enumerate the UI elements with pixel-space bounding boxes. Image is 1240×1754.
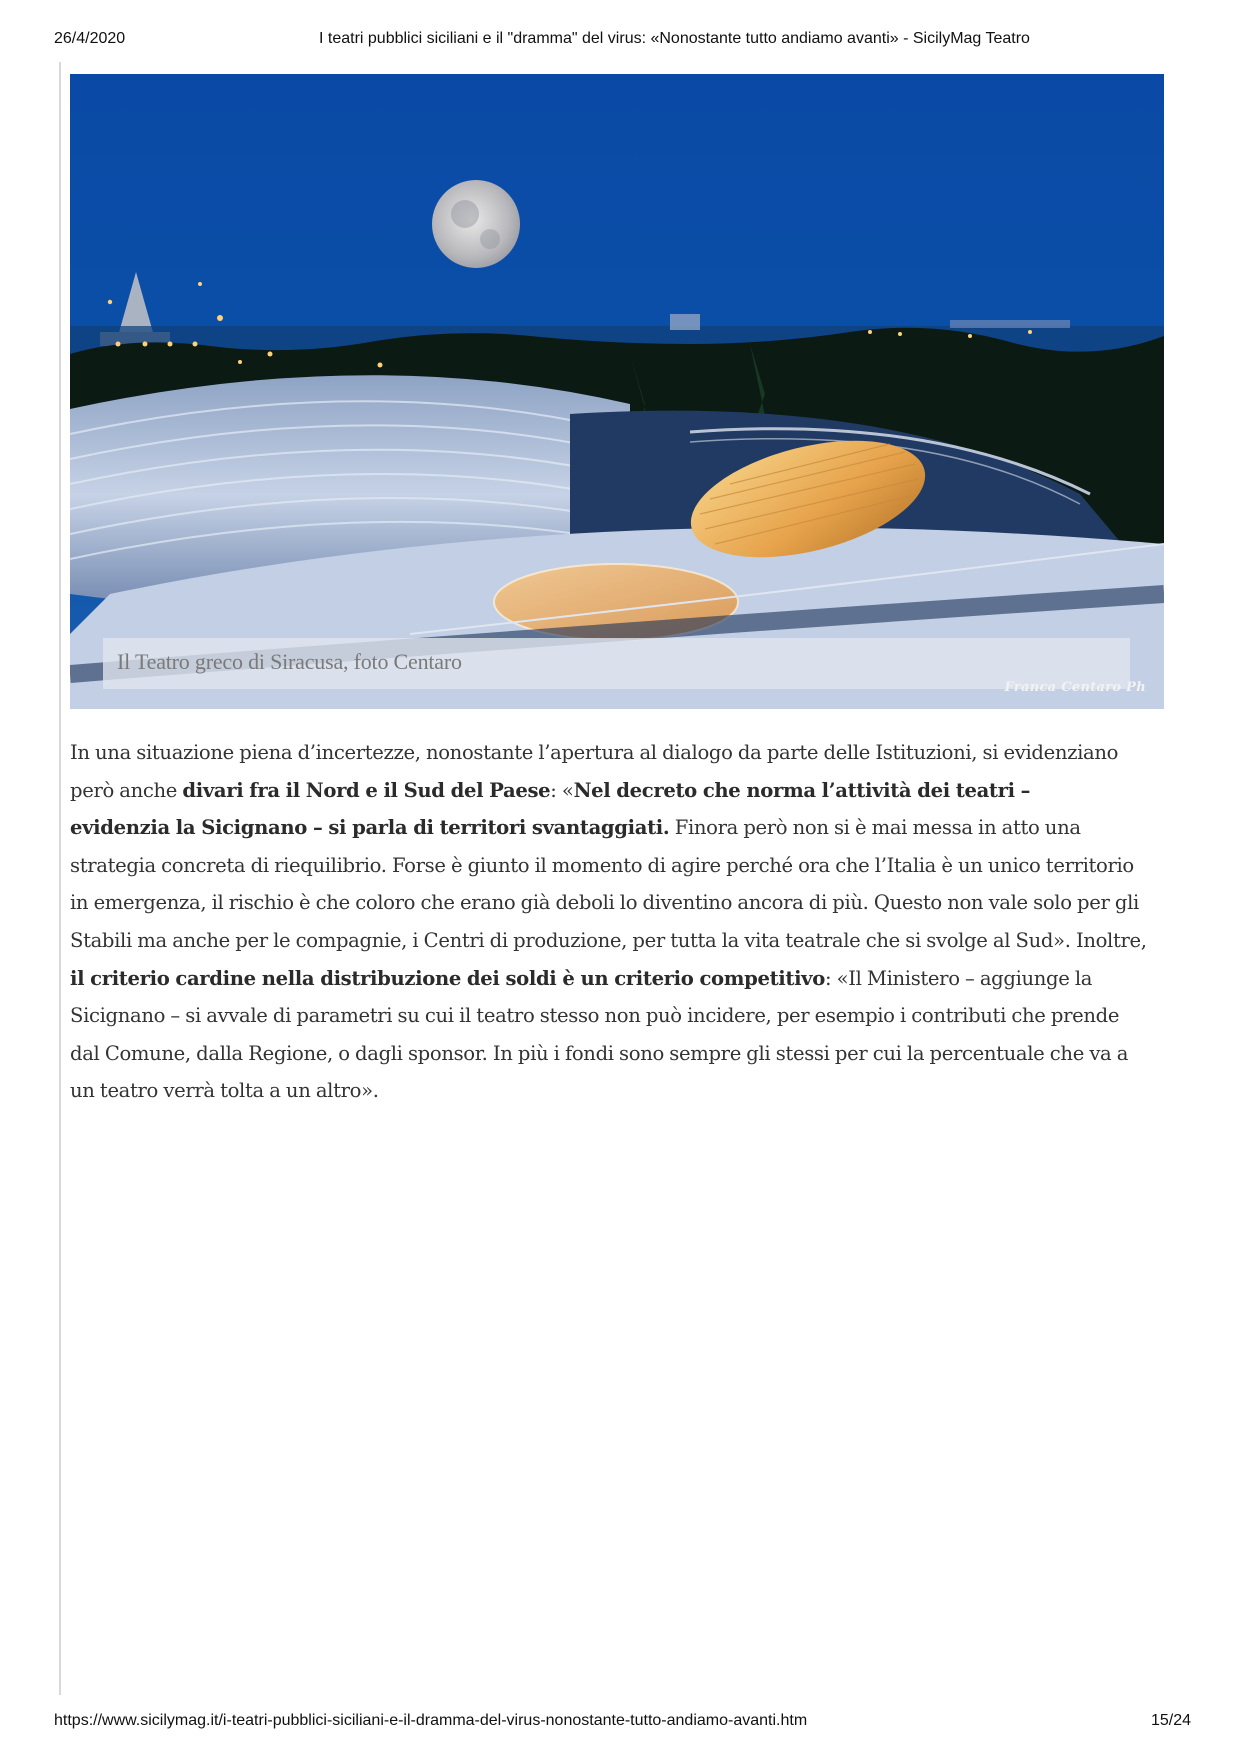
paragraph-line bbox=[70, 1035, 1170, 1073]
text-run: In una situazione piena d’incertezze, nonostante l’apertura al dialogo da parte delle Istituzioni, si evidenziano bbox=[70, 741, 1119, 764]
text-run: Finora però non si è mai messa in atto una bbox=[669, 816, 1081, 840]
text-run: dal Comune, dalla Regione, o dagli sponsor. In più i fondi sono sempre gli stessi per cui la percentuale che va a bbox=[70, 1041, 1129, 1065]
teatro-greco-illustration bbox=[70, 74, 1164, 709]
paragraph-line bbox=[70, 884, 1170, 922]
text-run: però anche bbox=[70, 778, 183, 802]
bold-text-run: il criterio cardine nella distribuzione dei soldi è un criterio competitivo bbox=[70, 966, 825, 990]
text-run: un teatro verrà tolta a un altro». bbox=[70, 1079, 379, 1103]
paragraph-line bbox=[70, 997, 1170, 1035]
paragraph-line bbox=[70, 847, 1170, 885]
bold-text-run: divari fra il Nord e il Sud del Paese bbox=[182, 778, 551, 802]
text-run: Stabili ma anche per le compagnie, i Centri di produzione, per tutta la vita teatrale che si svolge al Sud». Inoltre, bbox=[70, 928, 1147, 952]
paragraph-line bbox=[70, 772, 1170, 810]
text-run: : « bbox=[550, 778, 574, 802]
paragraph-line bbox=[70, 922, 1170, 960]
bold-text-run: evidenzia la Sicignano – si parla di territori svantaggiati. bbox=[70, 816, 670, 840]
paragraph-line bbox=[70, 809, 1170, 847]
text-run: in emergenza, il rischio è che coloro che erano già deboli lo diventino ancora di più. Questo non vale solo per gli bbox=[70, 891, 1139, 915]
content-left-border bbox=[59, 62, 61, 1695]
article-photo bbox=[70, 74, 1164, 709]
paragraph-line bbox=[70, 960, 1170, 998]
paragraph-line bbox=[70, 734, 1170, 772]
text-run: Sicignano – si avvale di parametri su cui il teatro stesso non può incidere, per esempio i contributi che prende bbox=[70, 1004, 1120, 1028]
print-url: https://www.sicilymag.it/i-teatri-pubblici-siciliani-e-il-dramma-del-virus-nonostante-tutto-andiamo-avanti.htm bbox=[54, 1712, 808, 1729]
photo-caption-text: Il Teatro greco di Siracusa, foto Centaro bbox=[117, 649, 462, 674]
photographer-watermark: Franca Centaro Ph bbox=[1004, 680, 1146, 695]
photo-caption bbox=[103, 638, 1130, 689]
article-paragraph bbox=[70, 734, 1170, 1110]
bold-text-run: Nel decreto che norma l’attività dei teatri – bbox=[573, 778, 1031, 802]
text-run: strategia concreta di riequilibrio. Forse è giunto il momento di agire perché ora che l’Italia è un unico territorio bbox=[70, 853, 1134, 877]
print-date: 26/4/2020 bbox=[54, 30, 126, 47]
full-moon bbox=[432, 180, 520, 268]
text-run: : «Il Ministero – aggiunge la bbox=[824, 966, 1093, 990]
print-page-title: I teatri pubblici siciliani e il "dramma" del virus: «Nonostante tutto andiamo avanti» - SicilyMag Teatro bbox=[319, 30, 1030, 47]
paragraph-line bbox=[70, 1072, 1170, 1110]
print-page-number: 15/24 bbox=[1151, 1712, 1192, 1729]
